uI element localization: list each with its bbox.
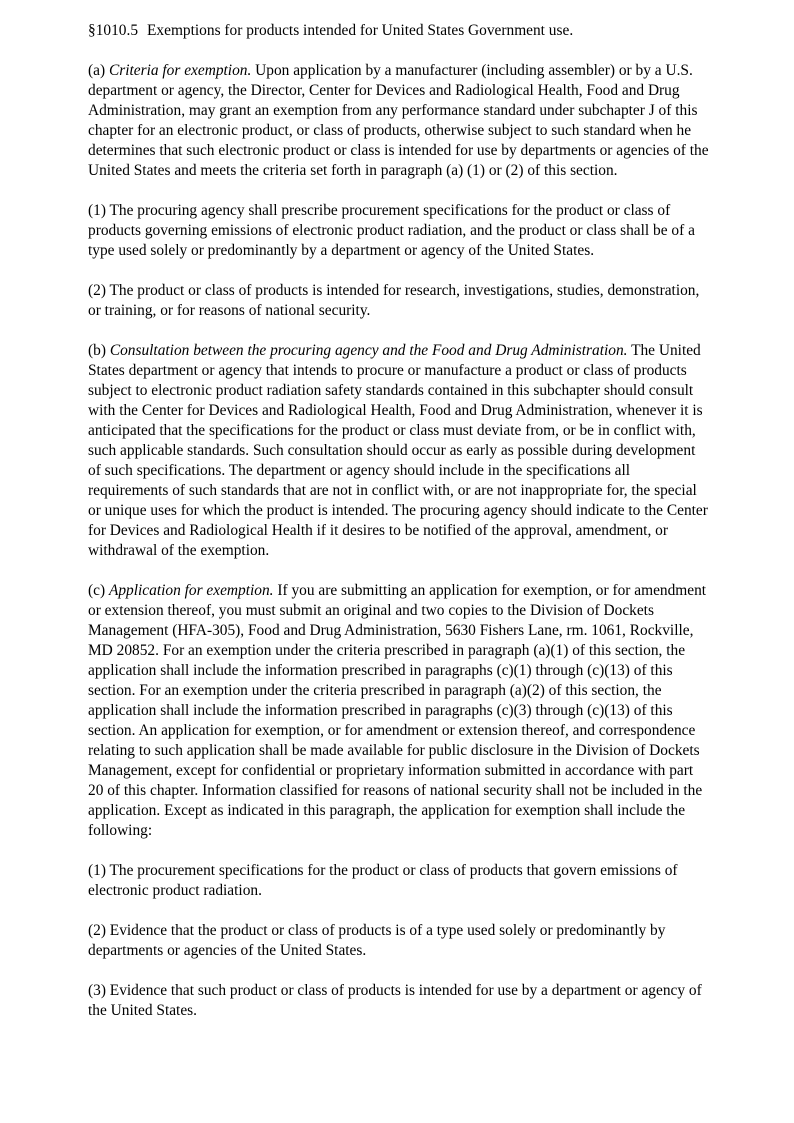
paragraph-c-label: (c) (88, 582, 106, 599)
paragraph-a (88, 61, 712, 181)
paragraph-b-title: Consultation between the procuring agency and the Food and Drug Administration. (109, 342, 628, 359)
paragraph-a1: (1) The procuring agency shall prescribe procurement specifications for the product or class of products governing emissions of electronic product radiation, and the product or class shall be of a type used solely or predominantly by a department or agency of the United States. (88, 202, 695, 259)
section-number: §1010.5 (88, 22, 139, 39)
paragraph-c (88, 581, 712, 841)
paragraph-b-label: (b) (88, 342, 106, 359)
paragraph-c2: (2) Evidence that the product or class of products is of a type used solely or predominantly by departments or agencies of the United States. (88, 922, 666, 959)
paragraph-a-text: Upon application by a manufacturer (including assembler) or by a U.S. department or agency, the Director, Center for Devices and Radiological Health, Food and Drug Administration, may grant an exemption from any performance standard under subchapter J of this chapter for an electronic product, or class of products, otherwise subject to such standard when he determines that such electronic product or class is intended for use by departments or agencies of the United States and meets the criteria set forth in paragraph (a) (1) or (2) of this section. (88, 62, 709, 179)
section-title: Exemptions for products intended for United States Government use. (147, 22, 574, 39)
paragraph-c-title: Application for exemption. (108, 582, 274, 599)
paragraph-a-title: Criteria for exemption. (108, 62, 252, 79)
paragraph-b-text: The United States department or agency that intends to procure or manufacture a product or class of products subject to electronic product radiation safety standards contained in this subchapter should consult with the Center for Devices and Radiological Health, Food and Drug Administration, whenever it is anticipated that the specifications for the product or class must deviate from, or be in conflict with, such applicable standards. Such consultation should occur as early as possible during development of such specifications. The department or agency should include in the specifications all requirements of such standards that are not in conflict with, or are not inappropriate for, the special or unique uses for which the product is intended. The procuring agency should indicate to the Center for Devices and Radiological Health if it desires to be notified of the approval, amendment, or withdrawal of the exemption. (88, 342, 708, 559)
paragraph-a-label: (a) (88, 62, 106, 79)
section-heading (88, 21, 712, 41)
paragraph-a2: (2) The product or class of products is intended for research, investigations, studies, demonstration, or training, or for reasons of national security. (88, 282, 700, 319)
regulation-document (88, 21, 712, 1041)
paragraph-c3: (3) Evidence that such product or class of products is intended for use by a department or agency of the United States. (88, 982, 702, 1019)
paragraph-b (88, 341, 712, 561)
paragraph-c-text: If you are submitting an application for exemption, or for amendment or extension thereof, you must submit an original and two copies to the Division of Dockets Management (HFA-305), Food and Drug Administration, 5630 Fishers Lane, rm. 1061, Rockville, MD 20852. For an exemption under the criteria prescribed in paragraph (a)(1) of this section, the application shall include the information prescribed in paragraphs (c)(1) through (c)(13) of this section. For an exemption under the criteria prescribed in paragraph (a)(2) of this section, the application shall include the information prescribed in paragraphs (c)(3) through (c)(13) of this section. An application for exemption, or for amendment or extension thereof, and correspondence relating to such application shall be made available for public disclosure in the Division of Dockets Management, except for confidential or proprietary information submitted in accordance with part 20 of this chapter. Information classified for reasons of national security shall not be included in the application. Except as indicated in this paragraph, the application for exemption shall include the following: (88, 582, 707, 839)
paragraph-c1: (1) The procurement specifications for the product or class of products that govern emissions of electronic product radiation. (88, 862, 678, 899)
